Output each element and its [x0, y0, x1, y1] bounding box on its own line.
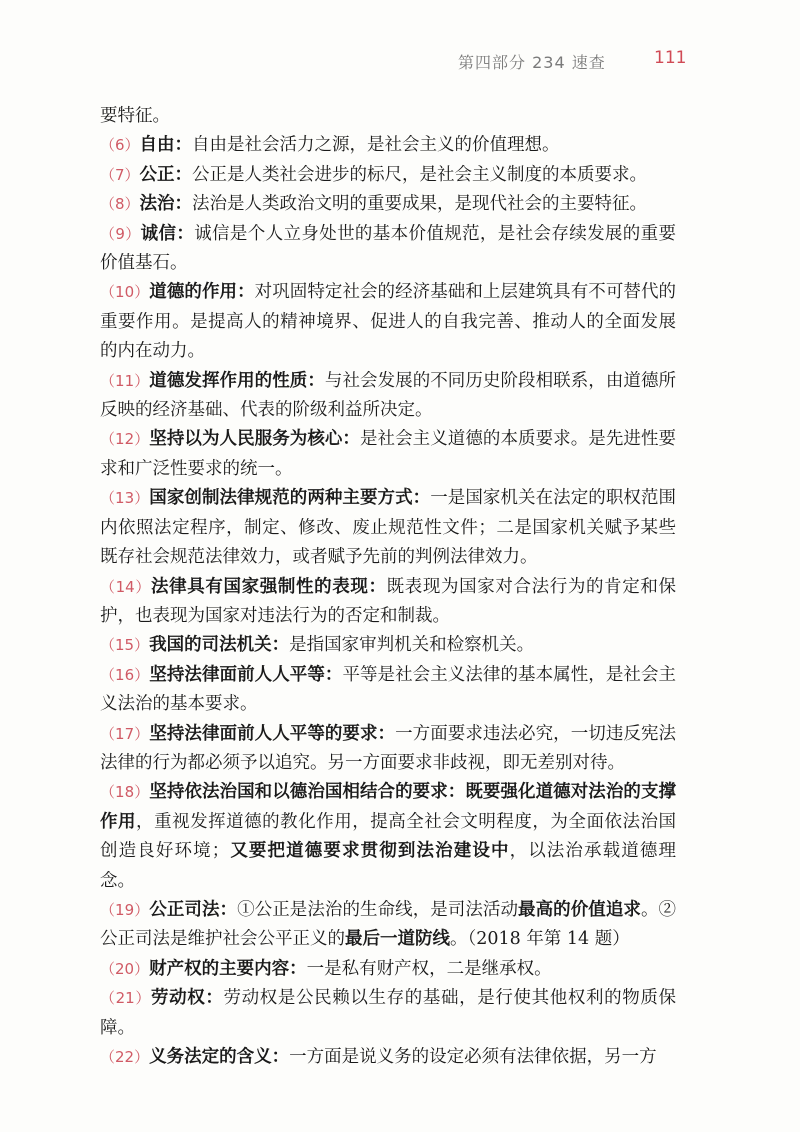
item-description: 。（2018 年第 14 题）	[450, 929, 630, 950]
item-number: （8）	[100, 195, 140, 214]
item-term: 道德的作用：	[149, 282, 255, 303]
item-description: 既表现为国家对合法行为的肯定和保护，也表现为国家对违法行为的否定和制裁。	[100, 576, 676, 626]
item-term: 坚持法律面前人人平等：	[149, 664, 343, 685]
list-item	[100, 190, 676, 219]
list-item	[100, 720, 676, 779]
item-number: （9）	[100, 224, 141, 243]
item-number: （16）	[100, 665, 150, 684]
list-item	[100, 573, 676, 632]
item-number: （21）	[100, 989, 151, 1008]
item-term: 诚信：	[140, 223, 195, 244]
item-number: （7）	[100, 165, 140, 184]
list-item	[100, 161, 676, 190]
item-term: 道德发挥作用的性质：	[149, 370, 325, 391]
item-term: 国家创制法律规范的两种主要方式：	[149, 488, 431, 509]
item-description: 与社会发展的不同历史阶段相联系，由道德所反映的经济基础、代表的阶级利益所决定。	[100, 370, 677, 421]
list-item	[100, 484, 676, 572]
body-text	[100, 102, 676, 1072]
list-item	[100, 425, 676, 484]
item-description: 一方面要求违法必究，一切违反宪法法律的行为都必须予以追究。另一方面要求非歧视，即无差别对待。	[100, 723, 677, 773]
item-description: 公正是人类社会进步的标尺，是社会主义制度的本质要求。	[192, 164, 648, 185]
item-description: 一是私有财产权，二是继承权。	[306, 958, 552, 979]
page-header	[0, 46, 800, 76]
list-item	[100, 778, 676, 896]
item-description: 自由是社会活力之源，是社会主义的价值理想。	[192, 135, 560, 156]
item-term: 自由：	[139, 135, 193, 156]
item-number: （22）	[100, 1048, 150, 1066]
item-term: 劳动权：	[150, 988, 224, 1009]
item-term: 坚持以为人民服务为核心：	[149, 429, 360, 450]
item-description: 平等是社会主义法律的基本属性，是社会主义法治的基本要求。	[100, 664, 677, 715]
item-description: 劳动权是公民赖以生存的基础，是行使其他权利的物质保障。	[100, 988, 677, 1038]
item-description: ，以法治承载道德理念。	[100, 841, 677, 891]
item-term: 法治：	[139, 194, 193, 215]
item-description: 。②公正司法是维护社会公平正义的	[100, 899, 677, 950]
item-term: 公正司法：	[149, 899, 238, 920]
highlight-text: 既要强化道德对法治的支撑作用	[100, 782, 677, 832]
item-number: （19）	[100, 900, 150, 919]
item-number: （15）	[100, 636, 150, 655]
item-description: 是社会主义道德的本质要求。是先进性要求和广泛性要求的统一。	[100, 429, 677, 479]
list-item	[100, 131, 676, 160]
list-item	[100, 955, 676, 984]
list-item	[100, 631, 676, 660]
item-term: 财产权的主要内容：	[149, 958, 307, 979]
item-description: 一是国家机关在法定的职权范围内依照法定程序，制定、修改、废止规范性文件；二是国家机关赋予某些既存社会规范法律效力，或者赋予先前的判例法律效力。	[100, 488, 677, 568]
item-description: 一方面是说义务的设定必须有法律依据，另一方	[289, 1047, 657, 1067]
highlight-text: 最后一道防线	[345, 929, 450, 950]
section-title: 第四部分 234 速查	[458, 53, 606, 72]
item-number: （20）	[100, 959, 150, 978]
item-number: （17）	[100, 724, 150, 743]
highlight-text: 又要把道德要求贯彻到法治建设中	[229, 841, 510, 862]
item-term: 坚持依法治国和以德治国相结合的要求：	[149, 782, 466, 803]
item-description: 法治是人类政治文明的重要成果，是现代社会的主要特征。	[192, 194, 648, 215]
item-description: 是指国家审判机关和检察机关。	[289, 635, 535, 656]
item-term: 法律具有国家强制性的表现：	[150, 576, 387, 597]
item-number: （18）	[100, 783, 150, 802]
item-number: （14）	[100, 577, 151, 596]
item-description: 诚信是个人立身处世的基本价值规范，是社会存续发展的重要价值基石。	[100, 223, 677, 274]
page-number: 111	[654, 48, 687, 68]
item-term: 我国的司法机关：	[149, 635, 290, 656]
item-term: 公正：	[139, 164, 193, 185]
list-item	[100, 102, 676, 131]
list-item	[100, 220, 676, 279]
list-item	[100, 278, 676, 366]
item-term: 坚持法律面前人人平等的要求：	[149, 723, 396, 744]
item-description: ，重视发挥道德的教化作用，提高全社会文明程度，为全面依法治国创造良好环境；	[100, 811, 677, 862]
item-number: （10）	[100, 283, 150, 302]
item-number: （12）	[100, 430, 150, 449]
highlight-text: 最高的价值追求	[518, 899, 641, 920]
list-item	[100, 661, 676, 720]
list-item	[100, 1043, 676, 1072]
list-item	[100, 367, 676, 426]
item-description: 对巩固特定社会的经济基础和上层建筑具有不可替代的重要作用。是提高人的精神境界、促进人的自我完善、推动人的全面发展的内在动力。	[100, 282, 677, 362]
item-description: ①公正是法治的生命线，是司法活动	[237, 899, 519, 920]
item-number: （11）	[100, 371, 150, 390]
list-item	[100, 896, 676, 955]
list-item	[100, 984, 676, 1043]
item-number: （13）	[100, 489, 150, 508]
item-description: 要特征。	[100, 106, 170, 126]
item-term: 义务法定的含义：	[149, 1047, 290, 1067]
item-number: （6）	[100, 136, 140, 155]
